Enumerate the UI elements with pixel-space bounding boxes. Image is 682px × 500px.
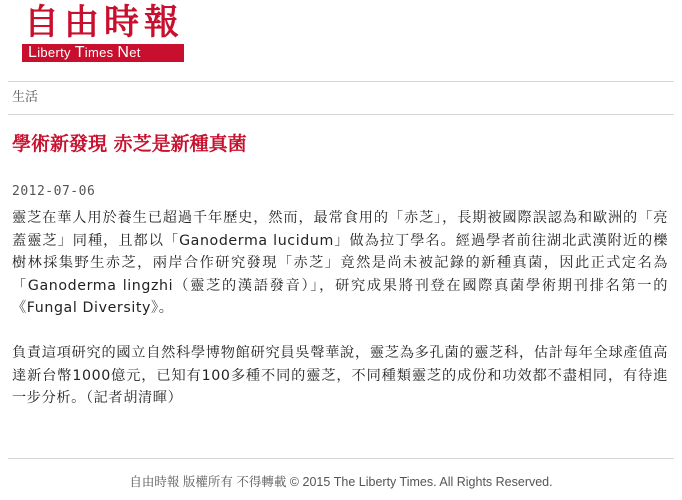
article-date: 2012-07-06 — [12, 184, 96, 199]
copyright-footer: 自由時報 版權所有 不得轉載 © 2015 The Liberty Times. All Rights Reserved. — [129, 475, 553, 489]
header-divider — [8, 81, 674, 82]
article-paragraph: 負責這項研究的國立自然科學博物館研究員吳聲華說，靈芝為多孔菌的靈芝科，估計每年全球產值高達新台幣1000億元，已知有100多種不同的靈芝，不同種類靈芝的成份和功效都不盡相同，有待進一步分析。（記者胡清暉） — [12, 344, 668, 407]
logo-english-wordmark: Liberty Times Net — [28, 44, 141, 61]
article-paragraph: 靈芝在華人用於養生已超過千年歷史，然而，最常食用的「赤芝」，長期被國際誤認為和歐洲的「亮蓋靈芝」同種，且都以「Ganoderma lucidum」做為拉丁學名。經過學者前往湖北武漢附近的櫟樹林採集野生赤芝，兩岸合作研究發現「赤芝」竟然是尚未被記錄的新種真菌，因此正式定名為「Ganoderma lingzhi（靈芝的漢語發音）」，研究成果將刊登在國際真菌學術期刊排名第一的《Fungal Diversity》。 — [12, 210, 668, 317]
site-header — [0, 0, 682, 78]
liberty-times-logo[interactable] — [22, 2, 192, 66]
logo-chinese-wordmark: 自由時報 — [24, 2, 185, 43]
article-headline: 學術新發現 赤芝是新種真菌 — [12, 133, 247, 155]
category-divider — [8, 114, 674, 115]
category-label[interactable]: 生活 — [12, 90, 39, 105]
footer-divider — [8, 458, 674, 459]
article-body — [12, 207, 668, 410]
